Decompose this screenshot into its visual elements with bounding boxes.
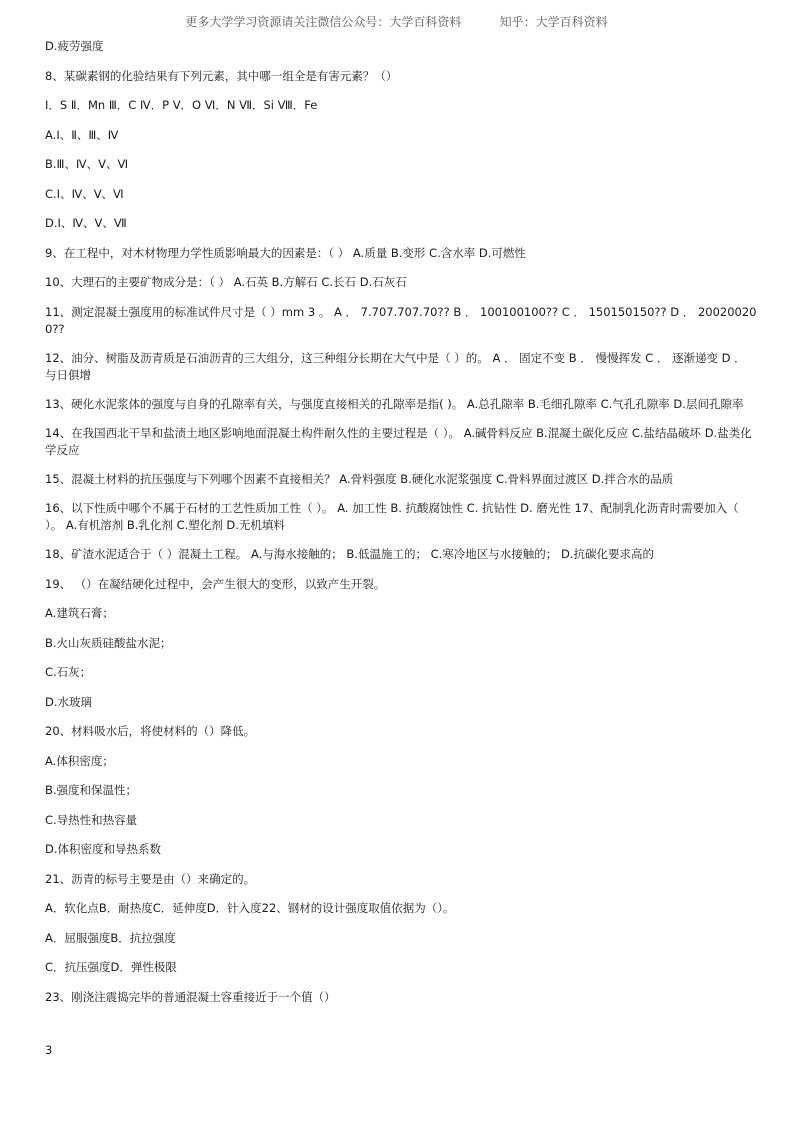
question-13: 13、硬化水泥浆体的强度与自身的孔隙率有关，与强度直接相关的孔隙率是指( )。 A.总孔隙率 B.毛细孔隙率 C.气孔孔隙率 D.层间孔隙率 (45, 396, 744, 411)
question-8-elements: I．S Ⅱ．Mn Ⅲ．C Ⅳ．P Ⅴ．O Ⅵ．N Ⅶ．Si Ⅷ．Fe (45, 98, 318, 112)
question-14: 14、在我国西北干旱和盐渍土地区影响地面混凝土构件耐久性的主要过程是（ ）。 A.碱骨料反应 B.混凝土碳化反应 C.盐结晶破坏 D.盐类化学反应 (45, 425, 752, 457)
question-8-option-b: B.Ⅲ、Ⅳ、Ⅴ、Ⅵ (45, 157, 129, 171)
question-20-option-d: D.体积密度和导热系数 (45, 842, 162, 856)
question-20: 20、材料吸水后，将使材料的（）降低。 (45, 724, 256, 738)
question-19: 19、 （）在凝结硬化过程中，会产生很大的变形，以致产生开裂。 (45, 576, 386, 591)
question-16-17: 16、以下性质中哪个不属于石材的工艺性质加工性（ ）。 A. 加工性 B. 抗酸腐蚀性 C. 抗钻性 D. 磨光性 17、配制乳化沥青时需要加入（ ）。 A.有机溶剂 B.乳化剂 C.塑化剂 D.无机填料 (45, 501, 739, 532)
question-8-option-c: C.Ⅰ、Ⅳ、Ⅴ、Ⅵ (45, 186, 124, 201)
question-10: 10、大理石的主要矿物成分是：（ ） A.石英 B.方解石 C.长石 D.石灰石 (45, 275, 407, 289)
question-22-options-ab: A．屈服强度B．抗拉强度 (45, 930, 176, 945)
question-23: 23、刚浇注震捣完毕的普通混凝土容重接近于一个值（） (45, 989, 336, 1004)
question-22-options-cd: C．抗压强度D．弹性极限 (45, 960, 177, 974)
question-21: 21、沥青的标号主要是由（）来确定的。 (45, 871, 256, 886)
question-19-option-a: A.建筑石膏； (45, 606, 114, 620)
question-20-option-b: B.强度和保温性； (45, 783, 138, 797)
option-d-fatigue: D.疲劳强度 (45, 39, 104, 53)
question-9: 9、在工程中，对木材物理力学性质影响最大的因素是：（ ） A.质量 B.变形 C.含水率 D.可燃性 (45, 245, 526, 260)
question-12: 12、油分、树脂及沥青质是石油沥青的三大组分，这三种组分长期在大气中是（ ）的。 A ． 固定不变 B ． 慢慢挥发 C ． 逐渐递变 D ． 与日俱增 (45, 350, 746, 382)
question-8: 8、某碳素钢的化验结果有下列元素，其中哪一组全是有害元素？（） (45, 68, 398, 83)
question-15: 15、混凝土材料的抗压强度与下列哪个因素不直接相关？ A.骨料强度 B.硬化水泥浆强度 C.骨料界面过渡区 D.拌合水的品质 (45, 471, 674, 486)
question-19-option-b: B.火山灰质硅酸盐水泥； (45, 635, 172, 650)
question-21-options-question-22: A．软化点B．耐热度C．延伸度D．针入度22、钢材的设计强度取值依据为（）。 (45, 901, 455, 915)
question-8-option-a: A.Ⅰ、Ⅱ、Ⅲ、Ⅳ (45, 127, 119, 142)
question-19-option-d: D.水玻璃 (45, 694, 93, 709)
question-20-option-c: C.导热性和热容量 (45, 812, 138, 827)
page-header: 更多大学学习资源请关注微信公众号：大学百科资料 知乎：大学百科资料 (185, 15, 608, 29)
question-20-option-a: A.体积密度； (45, 753, 114, 768)
question-11: 11、测定混凝土强度用的标准试件尺寸是（ ）mm 3 。 A ． 7.707.707.70?? B ． 100100100?? C ． 150150150?? D ． 200200200?? (45, 304, 757, 336)
question-8-option-d: D.Ⅰ、Ⅳ、Ⅴ、Ⅶ (45, 216, 127, 230)
question-18: 18、矿渣水泥适合于（ ）混凝土工程。 A.与海水接触的； B.低温施工的； C.寒冷地区与水接触的； D.抗碳化要求高的 (45, 547, 654, 561)
page-number: 3 (45, 1043, 53, 1057)
question-19-option-c: C.石灰； (45, 665, 92, 679)
page-content (45, 38, 757, 1018)
